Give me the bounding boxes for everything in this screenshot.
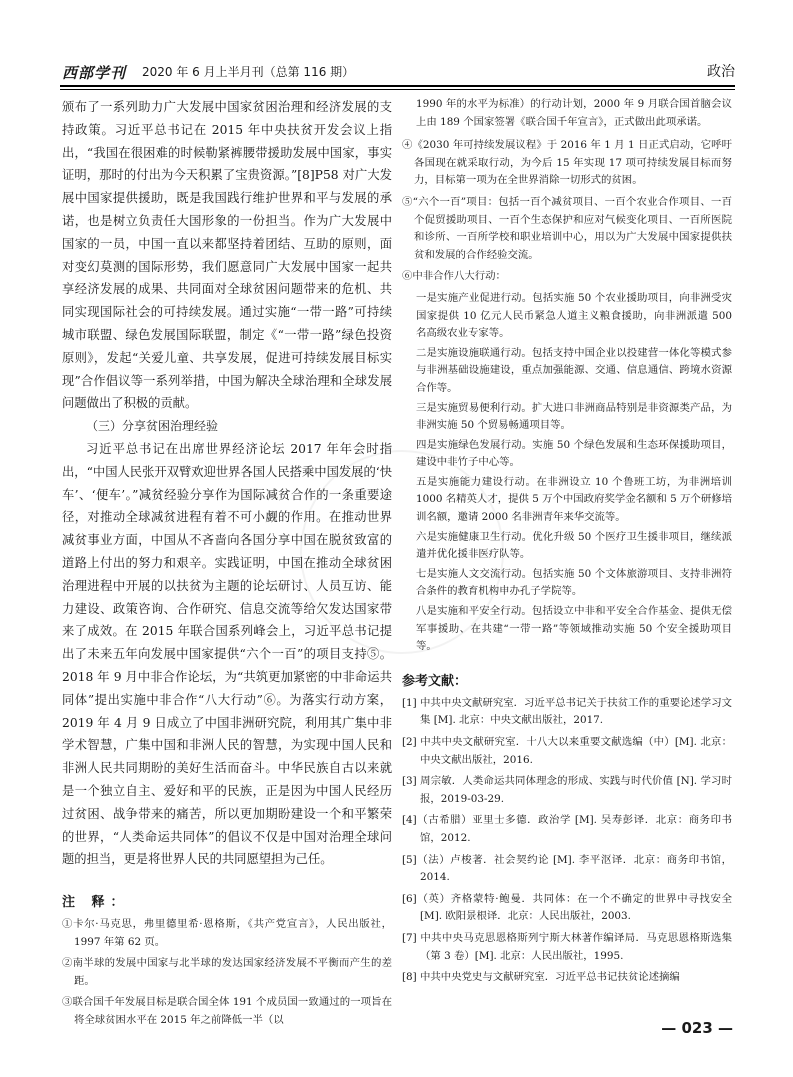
note-6-item: 八是实施和平安全行动。包括设立中非和平安全合作基金、提供无偿军事援助、在共建“一带一路”等领域推动实施 50 个安全援助项目等。 [416,605,732,653]
note-6-item: 六是实施健康卫生行动。优化升级 50 个医疗卫生援非项目，继续派遣并优化援非医疗队等。 [416,530,732,561]
page-number: — 023 — [661,1019,733,1037]
note-6-item: 四是实施绿色发展行动。实施 50 个绿色发展和生态环保援助项目，建设中非竹子中心等。 [416,438,732,469]
subheading: （三）分享贫困治理经验 [86,419,219,434]
body-paragraph-2: 习近平总书记在出席世界经济论坛 2017 年年会时指出，“中国人民张开双臂欢迎世界各国人民搭乘中国发展的‘快车’、‘便车’。”减贫经验分享作为国际减贫合作的一条重要途径，对推动全球减贫进程有着不可小觑的作用。在推动世界减贫事业方面，中国从不吝啬向各国分享中国在脱贫致富的道路上付出的努力和艰辛。实践证明，中国在推动全球贫困治理进程中开展的以扶贫为主题的论坛研讨、人员互访、能力建设、政策咨询、合作研究、信息交流等给欠发达国家带来了成效。在 2015 年联合国系列峰会上，习近平总书记提出了未来五年向发展中国家提供“六个一百”的项目支持⑤。2018 年 9 月中非合作论坛，为“共筑更加紧密的中非命运共同体”提出实施中非合作“八大行动”⑥。为落实行动方案，2019 年 4 月 9 日成立了中国非洲研究院，利用其广集中非学术智慧，广集中国和非洲人民的智慧，为实现中国人民和非洲人民共同期盼的美好生活而奋斗。中华民族自古以来就是一个独立自主、爱好和平的民族，正是因为中国人民经历过贫困、战争带来的痛苦，所以更加期盼建设一个和平繁荣的世界，“人类命运共同体”的倡议不仅是中国对治理全球问题的担当，更是将世界人民的共同愿望担为己任。 [62,441,392,867]
reference-item: [4]（古希腊）亚里士多德．政治学 [M]. 吴寿彭译．北京：商务印书馆，2012. [402,814,732,844]
issue-info: 2020 年 6 月上半月刊（总第 116 期） [142,65,355,79]
header-rule-thin [60,89,735,90]
body-paragraph-1: 颁布了一系列助力广大发展中国家贫困治理和经济发展的支持政策。习近平总书记在 2015 年中央扶贫开发会议上指出，“我国在很困难的时候勒紧裤腰带援助发展中国家，事实证明，那时的付出为今天积累了宝贵资源。”[8]P58 对广大发展中国家提供援助，既是我国践行维护世界和平与发展的承诺，也是树立负责任大国形象的一份担当。作为广大发展中国家的一员，中国一直以来都坚持着团结、互助的原则，面对变幻莫测的国际形势，我们愿意同广大发展中国家一起共享经济发展的成果、共同面对全球贫困问题带来的危机、共同实现国际社会的可持续发展。通过实施“一带一路”可持续城市联盟、绿色发展国际联盟，制定《“一带一路”绿色投资原则》，发起“关爱儿童、共享发展，促进可持续发展目标实现”合作倡议等一系列举措，中国为解决全球治理和全球发展问题做出了积极的贡献。 [62,100,392,411]
note-6-item: 一是实施产业促进行动。包括实施 50 个农业援助项目，向非洲受灾国家提供 10 亿元人民币紧急人道主义粮食援助，向非洲派遣 500 名高级农业专家等。 [416,291,732,340]
note-3: ③联合国千年发展目标是联合国全体 191 个成员国一致通过的一项旨在将全球贫困水平在 2015 年之前降低一半（以 [62,996,392,1027]
reference-item: [3] 周宗敏．人类命运共同体理念的形成、实践与时代价值 [N]. 学习时报，2019-03-29. [402,775,732,805]
note-6-item: 三是实施贸易便利行动。扩大进口非洲商品特别是非资源类产品，为非洲实施 50 个贸易畅通项目等。 [416,401,732,432]
left-column [62,96,392,1034]
reference-item: [1] 中共中央文献研究室．习近平总书记关于扶贫工作的重要论述学习文集 [M]. 北京：中央文献出版社，2017. [402,696,732,727]
note-6-item: 七是实施人文交流行动。包括实施 50 个文体旅游项目、支持非洲符合条件的教育机构申办孔子学院等。 [416,567,732,598]
right-column [402,96,732,991]
note-6-item: 二是实施设施联通行动。包括支持中国企业以投建营一体化等模式参与非洲基础设施建设，重点加强能源、交通、信息通信、跨境水资源合作等。 [416,346,732,394]
note-6-title: ⑥中非合作八大行动： [402,270,506,283]
references-heading: 参考文献： [402,673,468,689]
page-header [62,58,735,86]
journal-logo: 西部学刊 [62,64,127,82]
note-5: ⑤“六个一百”项目：包括一百个减贫项目、一百个农业合作项目、一百个促贸援助项目、一百个生态保护和应对气候变化项目、一百所医院和诊所、一百所学校和职业培训中心，用以为广大发展中国家提供扶贫和发展的合作经验交流。 [402,195,732,261]
note-4: ④《2030 年可持续发展议程》于 2016 年 1 月 1 日正式启动，它呼吁各国现在就采取行动，为今后 15 年实现 17 项可持续发展目标而努力，目标第一项为在全世界消除一切形式的贫困。 [402,139,732,187]
section-label: 政治 [707,64,735,80]
note-2: ②南半球的发展中国家与北半球的发达国家经济发展不平衡而产生的差距。 [62,957,392,987]
header-rule-thick [60,85,735,87]
note-3-continued: 1990 年的水平为标准）的行动计划，2000 年 9 月联合国首脑会议上由 189 个国家签署《联合国千年宣言》，正式做出此项承诺。 [416,98,732,128]
reference-item: [2] 中共中央文献研究室．十八大以来重要文献选编（中）[M]. 北京：中央文献出版社，2016. [402,736,732,766]
reference-item: [8] 中共中央党史与文献研究室．习近平总书记扶贫论述摘编 [402,971,680,984]
notes-heading: 注 释： [62,895,130,911]
note-1: ①卡尔·马克思，弗里德里希·恩格斯，《共产党宣言》，人民出版社，1997 年第 62 页。 [62,918,392,948]
reference-item: [5]（法）卢梭著．社会契约论 [M]. 李平沤译．北京：商务印书馆，2014. [402,853,732,884]
reference-item: [6]（英）齐格蒙特·鲍曼．共同体：在一个不确定的世界中寻找安全 [M]. 欧阳景根译．北京：人民出版社，2003. [402,892,732,923]
reference-item: [7] 中共中央马克思恩格斯列宁斯大林著作编译局．马克思恩格斯选集（第 3 卷）[M]. 北京：人民出版社，1995. [402,931,732,962]
note-6-item: 五是实施能力建设行动。在非洲设立 10 个鲁班工坊，为非洲培训 1000 名精英人才，提供 5 万个中国政府奖学金名额和 5 万个研修培训名额，邀请 2000 名非洲青年来华交流等。 [416,475,732,524]
